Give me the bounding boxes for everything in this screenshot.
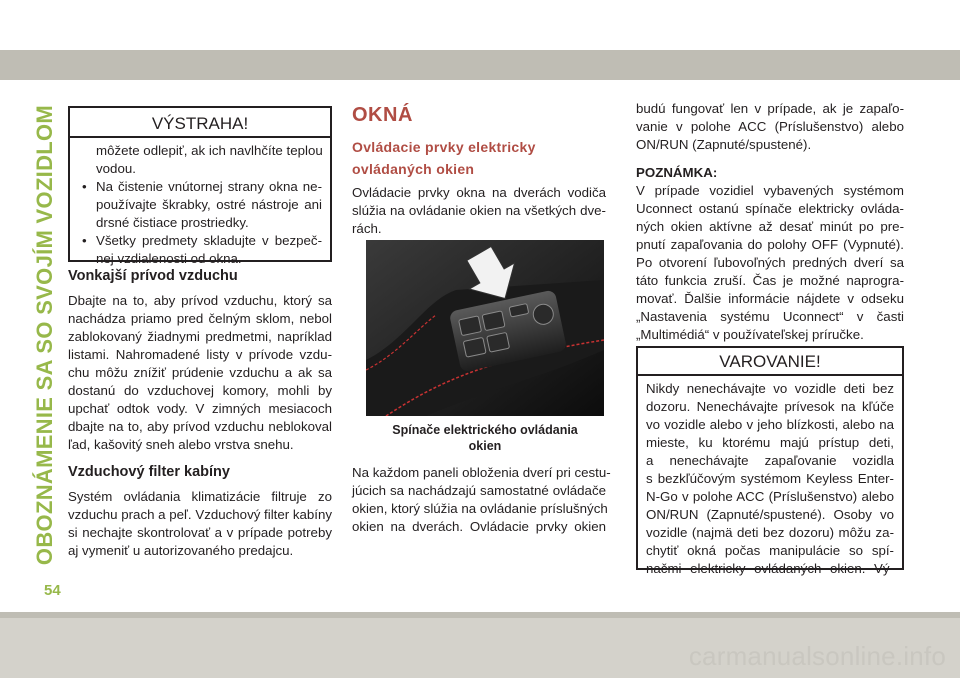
text-line: ných okien aktívne až desať minút po pre-: [636, 219, 904, 234]
text-line: načmi elektricky ovládaných okien. Vý-: [646, 561, 894, 576]
text-line: vo vozidle alebo v jeho blízkosti, alebo na: [646, 417, 894, 432]
note-paragraph: [636, 182, 904, 344]
text-line: táto funkcia zruší. Čas je možné naprogra-: [636, 273, 904, 288]
text-line: Po otvorení ľubovoľných predných dverí sa: [636, 255, 904, 270]
bullet-line: drsné čistiace prostriedky.: [96, 215, 249, 230]
text-line: Na každom paneli obloženia dverí pri cestu-: [352, 465, 611, 480]
text-line: chytiť okná počas manipulácie so spí-: [646, 543, 894, 558]
page-number: 54: [44, 582, 61, 599]
side-title-text: OBOZNÁMENIE SA SO SVOJÍM VOZIDLOM: [32, 104, 57, 566]
caution-title: VAROVANIE!: [719, 352, 821, 371]
caution-paragraph: [646, 380, 894, 578]
text-line: ON/RUN (Zapnuté/spustené). Osoby vo: [646, 507, 894, 522]
text-line: vozidle (najmä deti bez dozoru) môžu za-: [646, 525, 894, 540]
text-line: júcich sa nachádzajú samostatné ovládače: [352, 483, 606, 498]
caption-line: okien: [468, 439, 502, 453]
text-line: zablokovaný žiadnymi predmetmi, napríklad: [68, 329, 332, 344]
text-line: Dbajte na to, aby prívod vzduchu, ktorý sa: [68, 293, 332, 308]
text-line: Ovládacie prvky okna na dverách vodiča: [352, 185, 606, 200]
text-line: Nikdy nenechávajte vo vozidle deti bez: [646, 381, 894, 396]
text-line: pnutí zapaľovania do polohy OFF (Vypnuté).: [636, 237, 904, 252]
text-line: nachádza priamo pred čelným sklom, nebol: [68, 311, 332, 326]
text-line: okien, ktorý slúžia na ovládanie príslušných: [352, 501, 608, 516]
bullet-line: Na čistenie vnútornej strany okna ne-: [96, 179, 322, 194]
top-band: [0, 0, 960, 82]
caption-line: Spínače elektrického ovládania: [392, 423, 578, 437]
text-line: V prípade vozidiel vybavených systémom: [636, 183, 904, 198]
warning-rule: [70, 136, 330, 138]
photo-caption: [366, 422, 604, 454]
door-panel-illustration: [366, 240, 604, 416]
caution-rule: [638, 374, 902, 376]
window-switch-photo: [366, 240, 604, 416]
paragraph-cabin-filter: [68, 488, 332, 560]
heading-cabin-filter: Vzduchový filter kabíny: [68, 464, 230, 480]
text-line: aj vymeniť u autorizovaného predajcu.: [68, 543, 294, 558]
text-line: dozoru. Nenechávajte prívesok na kľúče: [646, 399, 894, 414]
side-title: [30, 100, 60, 570]
bullet-line: Všetky predmety skladujte v bezpeč-: [96, 233, 322, 248]
text-line: budú fungovať len v prípade, ak je zapaľo-: [636, 101, 904, 116]
text-line: Uconnect ostanú spínače elektricky ovláda-: [636, 201, 904, 216]
caution-box: [636, 346, 904, 576]
warning-box: [68, 106, 332, 266]
paragraph-passenger-controls: [352, 464, 611, 536]
bullet-marker: •: [82, 233, 87, 248]
bottom-band: [0, 612, 960, 678]
warning-cont-line: vodou.: [96, 161, 136, 176]
bullet-marker: •: [82, 179, 87, 194]
text-line: vzduchu prach a peľ. Vzduchový filter kabíny: [68, 507, 333, 522]
subsection-title: [352, 136, 536, 180]
paragraph-ignition: [636, 100, 904, 154]
subtitle-line: ovládaných okien: [352, 161, 475, 177]
text-line: listami. Nahromadené listy v prívode vzdu-: [68, 347, 332, 362]
warning-title: VÝSTRAHA!: [151, 114, 249, 133]
text-line: Systém ovládania klimatizácie filtruje zo: [68, 489, 332, 504]
heading-air-intake: Vonkajší prívod vzduchu: [68, 268, 238, 284]
top-bar: [0, 50, 960, 80]
watermark: carmanualsonline.info: [688, 641, 946, 671]
text-line: s bezkľúčovým systémom Keyless Enter-: [646, 471, 894, 486]
text-line: movať. Ďalšie informácie nájdete v odseku: [636, 291, 904, 306]
warning-continuation: [96, 142, 322, 178]
subtitle-line: Ovládacie prvky elektricky: [352, 139, 536, 155]
text-line: „Nastavenia systému Uconnect“ v časti: [636, 309, 904, 324]
warning-bullet-1: [96, 178, 322, 232]
text-line: N-Go v polohe ACC (Príslušenstvo) alebo: [646, 489, 894, 504]
text-line: a nenechávajte zapaľovanie vozidla: [646, 453, 894, 468]
text-line: upchať odtok vody. V zimných mesiacoch: [68, 401, 332, 416]
text-line: dostanú do vzduchovej komory, mohli by: [68, 383, 332, 398]
warning-bullet-2: [96, 232, 322, 268]
paragraph-window-controls: [352, 184, 606, 238]
text-line: okien na dverách. Ovládacie prvky okien: [352, 519, 606, 534]
text-line: slúžia na ovládanie okien na všetkých dve-: [352, 203, 606, 218]
text-line: chu môžu znížiť prúdenie vzduchu a ak sa: [68, 365, 332, 380]
text-line: mieste, ku ktorému majú prístup deti,: [646, 435, 894, 450]
text-line: rách.: [352, 221, 382, 236]
bottom-bar: [0, 612, 960, 618]
paragraph-air-intake: [68, 292, 332, 454]
text-line: dbajte na to, aby prívod vzduchu neblokoval: [68, 419, 332, 434]
warning-cont-line: môžete odlepiť, ak ich navlhčíte teplou: [96, 143, 323, 158]
note-label: POZNÁMKA:: [636, 165, 718, 180]
text-line: „Multimédiá“ v používateľskej príručke.: [636, 327, 864, 342]
bullet-line: používajte škrabky, ostré nástroje ani: [96, 197, 322, 212]
text-line: ON/RUN (Zapnuté/spustené).: [636, 137, 812, 152]
bullet-line: nej vzdialenosti od okna.: [96, 251, 242, 266]
text-line: vanie v polohe ACC (Príslušenstvo) alebo: [636, 119, 904, 134]
section-title: OKNÁ: [352, 104, 413, 126]
text-line: ľad, kašovitý sneh alebo vrstva snehu.: [68, 437, 294, 452]
text-line: si nechajte skontrolovať a v prípade potreby: [68, 525, 332, 540]
